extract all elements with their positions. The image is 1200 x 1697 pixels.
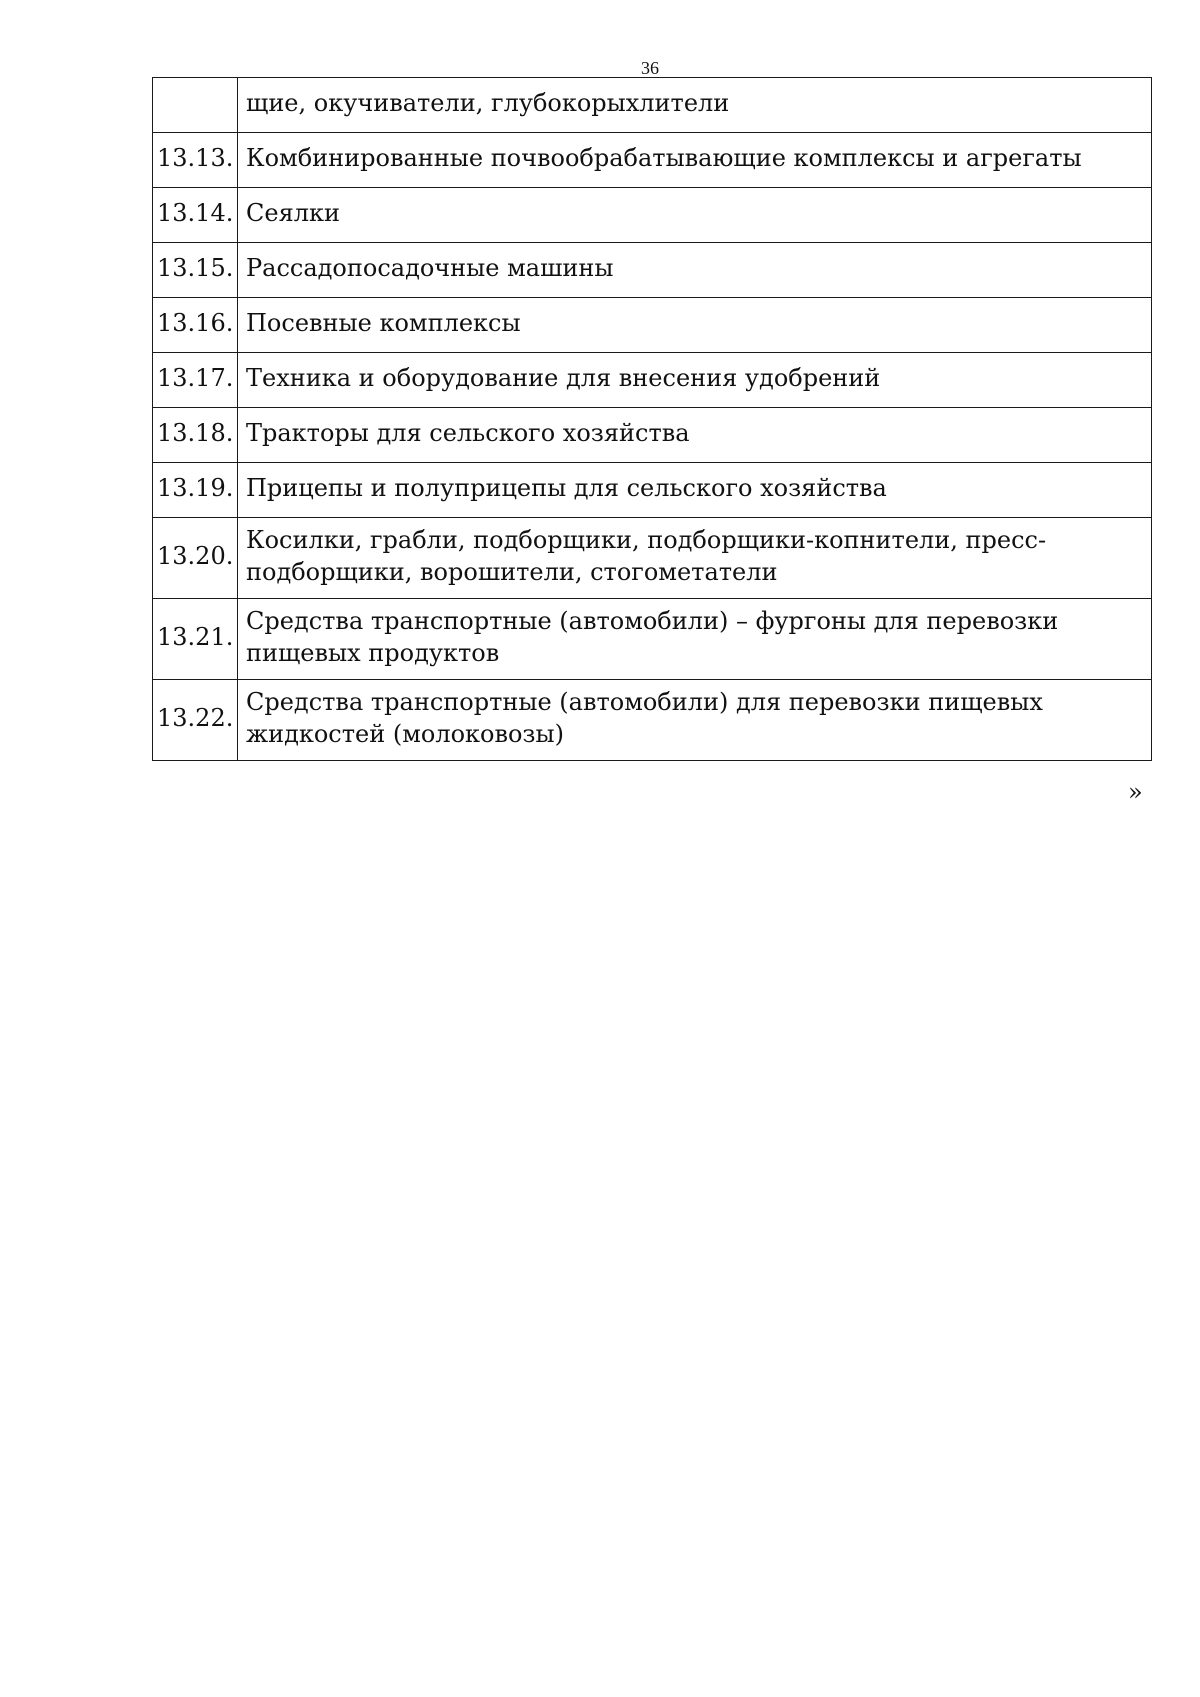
row-number	[153, 78, 238, 133]
row-number: 13.14.	[153, 188, 238, 243]
row-number: 13.21.	[153, 599, 238, 680]
row-number: 13.16.	[153, 298, 238, 353]
table-row	[153, 463, 1152, 518]
row-text: Комбинированные почвообрабатывающие комплексы и агрегаты	[238, 133, 1152, 188]
row-text: Тракторы для сельского хозяйства	[238, 408, 1152, 463]
row-text: Косилки, грабли, подборщики, подборщики-копнители, пресс-подборщики, ворошители, стогометатели	[238, 518, 1152, 599]
page-number: 36	[641, 58, 659, 78]
row-number: 13.17.	[153, 353, 238, 408]
row-text: Техника и оборудование для внесения удобрений	[238, 353, 1152, 408]
table-row	[153, 133, 1152, 188]
row-number: 13.20.	[153, 518, 238, 599]
row-text: Прицепы и полуприцепы для сельского хозяйства	[238, 463, 1152, 518]
row-number: 13.19.	[153, 463, 238, 518]
table-row	[153, 78, 1152, 133]
row-number: 13.15.	[153, 243, 238, 298]
row-text: Рассадопосадочные машины	[238, 243, 1152, 298]
table-row	[153, 243, 1152, 298]
row-number: 13.13.	[153, 133, 238, 188]
table-row	[153, 599, 1152, 680]
row-text: Средства транспортные (автомобили) для перевозки пищевых жидкостей (молоковозы)	[238, 680, 1152, 761]
table-row	[153, 298, 1152, 353]
row-text: Средства транспортные (автомобили) – фургоны для перевозки пищевых продуктов	[238, 599, 1152, 680]
table-row	[153, 353, 1152, 408]
closing-quote-mark: »	[1128, 778, 1143, 806]
table-row	[153, 188, 1152, 243]
row-number: 13.22.	[153, 680, 238, 761]
table-row	[153, 408, 1152, 463]
row-text: Посевные комплексы	[238, 298, 1152, 353]
row-number: 13.18.	[153, 408, 238, 463]
row-text: Сеялки	[238, 188, 1152, 243]
table-row	[153, 680, 1152, 761]
table-row	[153, 518, 1152, 599]
row-text: щие, окучиватели, глубокорыхлители	[238, 78, 1152, 133]
equipment-list-table	[152, 77, 1152, 761]
